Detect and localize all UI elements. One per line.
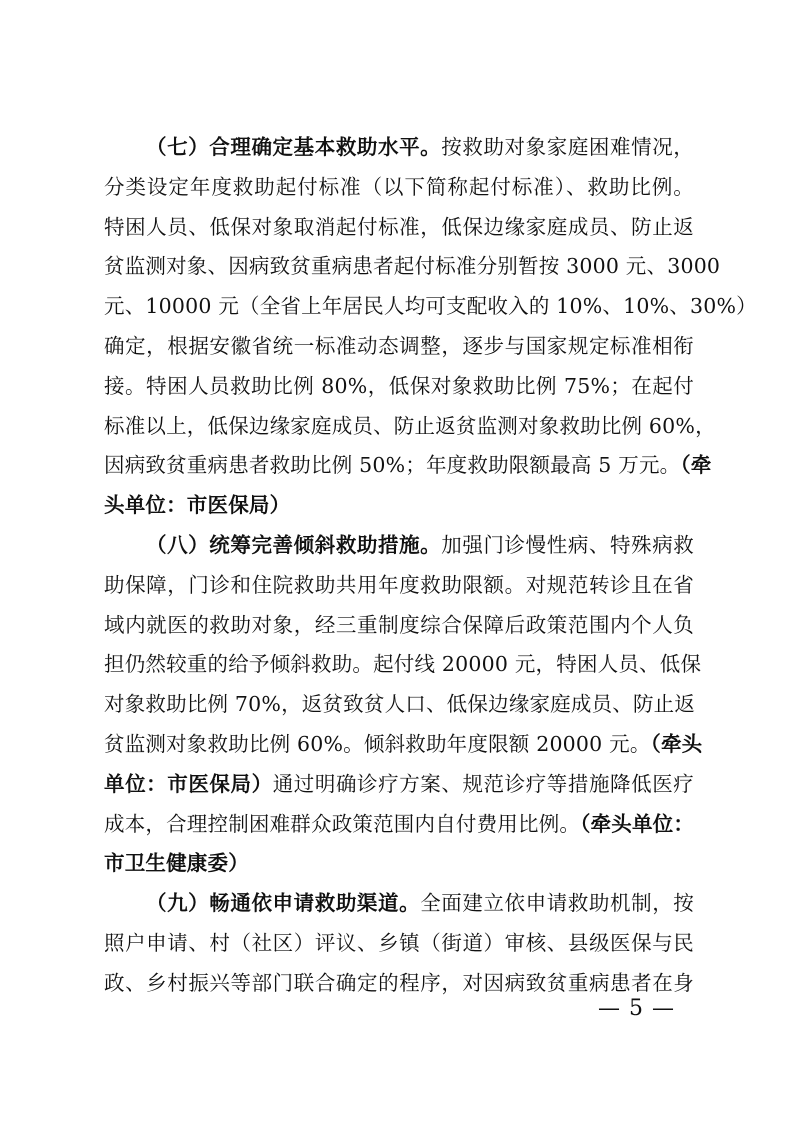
- paragraph-7-line-7: 接。特困人员救助比例 80%，低保对象救助比例 75%；在起付: [104, 373, 694, 398]
- paragraph-8-line-9: 市卫生健康委）: [104, 851, 249, 876]
- lead-unit-label: （牵头: [650, 731, 703, 756]
- paragraph-8-line-1: （八）统筹完善倾斜救助措施。加强门诊慢性病、特殊病救: [146, 532, 694, 557]
- lead-unit-label: （牵: [680, 453, 712, 478]
- paragraph-7-line-10: 头单位：市医保局）: [104, 493, 291, 518]
- paragraph-7-line-6: 确定，根据安徽省统一标准动态调整，逐步与国家规定标准相衔: [104, 333, 694, 358]
- paragraph-7-line-2: 分类设定年度救助起付标准（以下简称起付标准）、救助比例。: [104, 174, 694, 199]
- paragraph-7-line-5: 元、10000 元（全省上年居民人均可支配收入的 10%、10%、30%）: [104, 294, 757, 319]
- paragraph-7-line-4: 贫监测对象、因病致贫重病患者起付标准分别暂按 3000 元、3000: [104, 254, 721, 279]
- paragraph-8-heading: （八）统筹完善倾斜救助措施。: [146, 532, 442, 557]
- paragraph-9-heading: （九）畅通依申请救助渠道。: [146, 891, 421, 916]
- lead-unit-label: （牵头单位：: [580, 811, 695, 836]
- paragraph-7-line-1: （七）合理确定基本救助水平。按救助对象家庭困难情况，: [146, 135, 694, 159]
- paragraph-8-line-3: 域内就医的救助对象，经三重制度综合保障后政策范围内个人负: [104, 612, 694, 637]
- paragraph-7-line-8: 标准以上，低保边缘家庭成员、防止返贫监测对象救助比例 60%，: [104, 413, 716, 438]
- paragraph-8-line-8: 成本，合理控制困难群众政策范围内自付费用比例。（牵头单位：: [104, 811, 695, 836]
- paragraph-7-line-3: 特困人员、低保对象取消起付标准，低保边缘家庭成员、防止返: [104, 214, 694, 239]
- paragraph-7-line-9: 因病致贫重病患者救助比例 50%；年度救助限额最高 5 万元。（牵: [104, 453, 712, 478]
- paragraph-9-line-2: 照户申请、村（社区）评议、乡镇（街道）审核、县级医保与民: [104, 930, 694, 955]
- document-body: [104, 128, 757, 1004]
- paragraph-8-line-7: 单位：市医保局）通过明确诊疗方案、规范诊疗等措施降低医疗: [104, 771, 694, 796]
- paragraph-8-line-6: 贫监测对象救助比例 60%。倾斜救助年度限额 20000 元。（牵头: [104, 731, 703, 756]
- paragraph-8-line-4: 担仍然较重的给予倾斜救助。起付线 20000 元，特困人员、低保: [104, 652, 702, 677]
- paragraph-8-line-5: 对象救助比例 70%，返贫致贫人口、低保边缘家庭成员、防止返: [104, 692, 696, 717]
- paragraph-9-line-1: （九）畅通依申请救助渠道。全面建立依申请救助机制，按: [146, 891, 694, 916]
- paragraph-7-heading: （七）合理确定基本救助水平。: [146, 135, 442, 159]
- paragraph-9-line-3: 政、乡村振兴等部门联合确定的程序，对因病致贫重病患者在身: [104, 970, 694, 995]
- page-number: — 5 —: [598, 996, 675, 1021]
- paragraph-8-line-2: 助保障，门诊和住院救助共用年度救助限额。对规范转诊且在省: [104, 572, 694, 597]
